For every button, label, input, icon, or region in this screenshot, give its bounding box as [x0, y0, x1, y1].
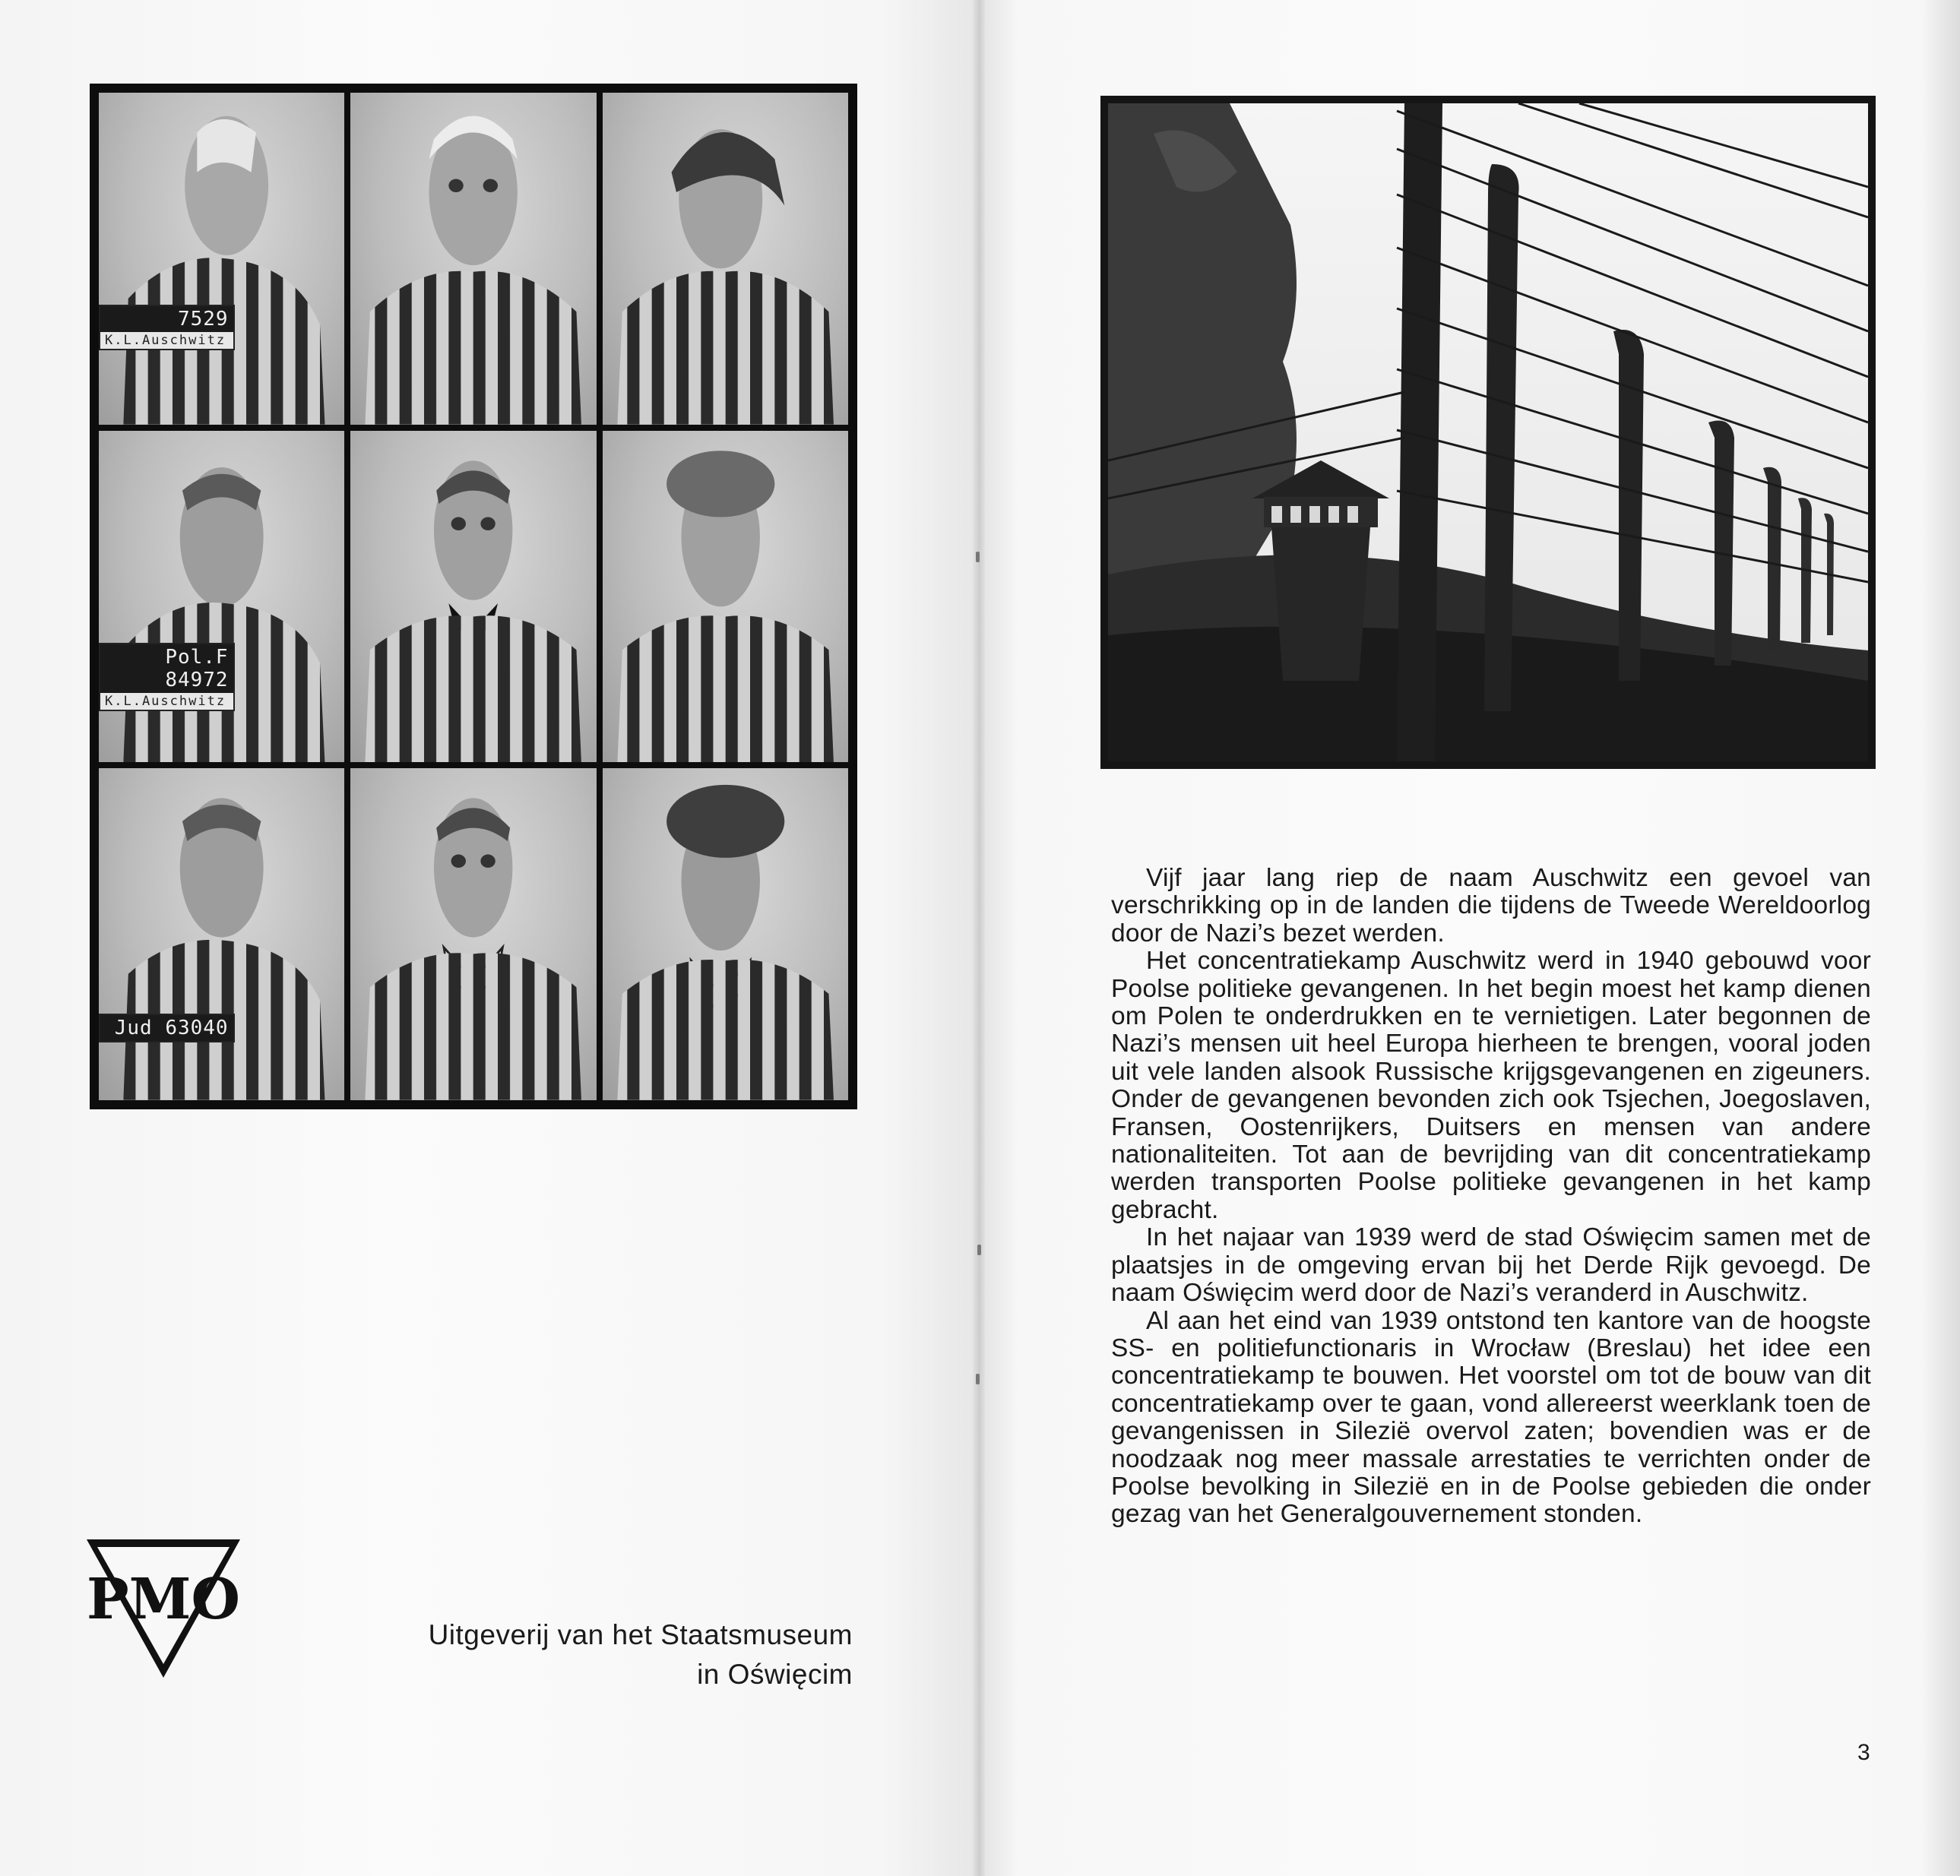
mugshot-photo-grid [90, 84, 857, 1109]
mugshot-three-quarter [603, 93, 848, 425]
paragraph: In het najaar van 1939 werd de stad Oświęcim samen met de plaatsjes in de omgeving ervan bij het Derde Rijk gevoegd. De naam Oświęcim werd door de Nazi’s veranderd in Auschwitz. [1111, 1223, 1871, 1308]
publisher-caption-line2: in Oświęcim [697, 1659, 853, 1690]
staple-mark [977, 1245, 981, 1255]
mugshot-three-quarter [603, 431, 848, 763]
booklet-spine [973, 0, 985, 1876]
body-text [1111, 865, 1871, 1529]
prisoner-number: Pol.F 84972 [100, 644, 233, 693]
left-page [0, 0, 979, 1876]
staple-mark [976, 1374, 980, 1384]
staple-mark [976, 552, 980, 562]
paragraph: Het concentratiekamp Auschwitz werd in 1940 gebouwd voor Poolse politieke gevangenen. In het begin moest het kamp dienen om Polen te onderdrukken en te vernietigen. Later begonnen de Nazi’s mensen uit heel Europa hierheen te brengen, vooral joden uit vele landen alsook Russische krijgsgevangenen en zigeuners. Onder de gevangenen bevonden zich ook Tsjechen, Joegoslaven, Fransen, Oostenrijkers, Duitsers en mensen van andere nationaliteiten. Tot aan de bevrijding van dit concentratiekamp werden transporten Poolse politieke gevangenen in het kamp gebracht. [1111, 947, 1871, 1224]
prisoner-nameplate [99, 643, 235, 711]
mugshot-frontal [350, 431, 596, 763]
paragraph: Al aan het eind van 1939 ontstond ten kantore van de hoogste SS- en politiefunctionaris in Wrocław (Breslau) het idee een concentratiekamp te bouwen. Het voorstel om tot de bouw van dit concentratiekamp over te gaan, vond allereerst weerklank toen de gevangenissen in Silezië overvol zaten; bovendien was er de noodzaak nog meer massale arrestaties te verrichten onder de Poolse bevolking in Silezië en in de Poolse gebieden die onder gezag van het Generalgouvernement stonden. [1111, 1306, 1871, 1529]
prisoner-nameplate [99, 305, 235, 350]
camp-label: K.L.Auschwitz [100, 693, 233, 710]
mugshot-frontal [350, 93, 596, 425]
barbed-wire-fence-watchtower-photo [1100, 96, 1876, 769]
mugshot-profile [99, 768, 344, 1100]
mugshot-frontal [350, 768, 596, 1100]
mugshot-profile [99, 93, 344, 425]
page-number: 3 [1857, 1740, 1870, 1765]
logo-letters: PMO [86, 1567, 241, 1632]
publisher-caption-line1: Uitgeverij van het Staatsmuseum [428, 1619, 853, 1650]
pmo-triangle-logo [84, 1533, 243, 1681]
mugshot-grid [99, 93, 848, 1100]
paragraph: Vijf jaar lang riep de naam Auschwitz een gevoel van verschrikking op in de landen die tijdens de Tweede Wereldoorlog door de Nazi’s bezet werden. [1111, 864, 1871, 947]
prisoner-number: 7529 [100, 306, 233, 332]
prisoner-nameplate [99, 1014, 235, 1042]
mugshot-three-quarter [603, 768, 848, 1100]
camp-label: K.L.Auschwitz [100, 332, 233, 349]
prisoner-number: Jud 63040 [100, 1015, 233, 1041]
publisher-caption [350, 1615, 853, 1694]
mugshot-profile [99, 431, 344, 763]
